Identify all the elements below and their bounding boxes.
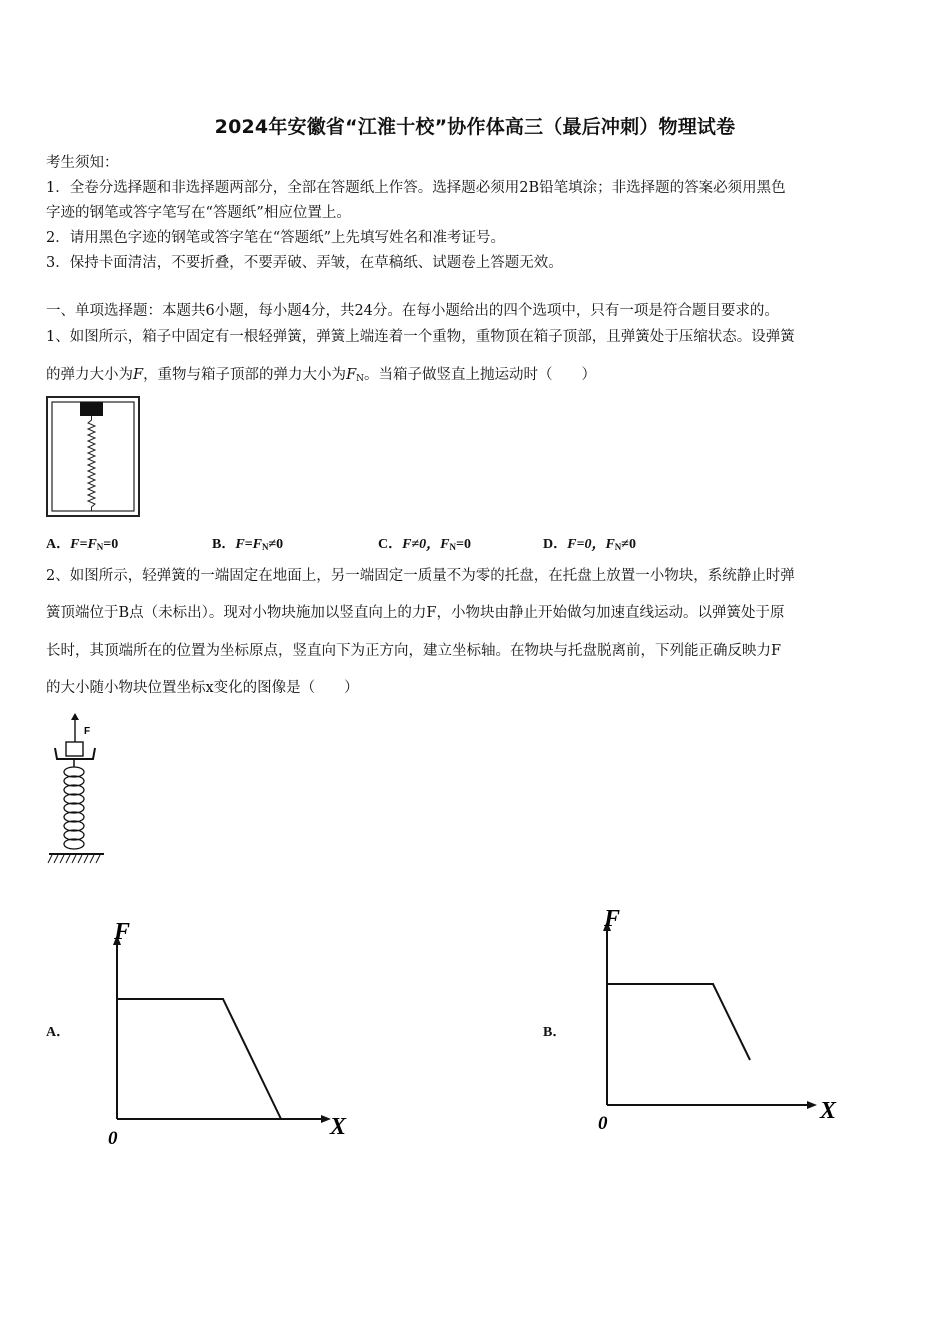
option-expr: F=F — [70, 537, 97, 552]
q1-option-a[interactable] — [46, 533, 118, 553]
graph-line — [117, 999, 281, 1119]
q2-option-b-label[interactable]: B． — [543, 1025, 567, 1040]
origin-label: 0 — [108, 1128, 118, 1149]
subscript-N: N — [96, 542, 104, 552]
var-F: F — [133, 367, 144, 383]
option-rest: =0 — [455, 537, 471, 552]
option-label: C． — [378, 537, 403, 552]
q2-spring-tray-figure — [46, 712, 108, 868]
q1-box-spring-figure — [46, 396, 141, 518]
var-FN: F — [346, 367, 357, 383]
q1-text-line1: 1、如图所示，箱子中固定有一根轻弹簧，弹簧上端连着一个重物，重物顶在箱子顶部，且弹簧处于压缩状态。设弹簧 — [46, 329, 795, 345]
force-label: F — [84, 726, 91, 737]
q1-text-part: 的弹力大小为 — [46, 367, 133, 383]
option-rest: ≠0 — [268, 537, 284, 552]
coil-spring — [64, 767, 84, 849]
q2-option-a-label[interactable]: A． — [46, 1025, 71, 1040]
q1-text-part: 。当箱子做竖直上抛运动时（ ） — [364, 367, 596, 383]
option-expr: F≠0，F — [402, 537, 450, 552]
notice-item-1-cont: 字迹的钢笔或答字笔写在“答题纸”相应位置上。 — [46, 205, 351, 221]
x-axis-label: X — [330, 1114, 347, 1140]
weight-block — [80, 402, 103, 416]
notice-item-3: 3．保持卡面清洁，不要折叠，不要弄破、弄皱，在草稿纸、试题卷上答题无效。 — [46, 255, 563, 271]
subscript-N: N — [614, 542, 622, 552]
q1-option-b[interactable] — [212, 533, 283, 553]
q2-graph-b — [590, 900, 850, 1140]
option-rest: =0 — [103, 537, 119, 552]
graph-line — [607, 984, 750, 1060]
option-expr: F=F — [235, 537, 262, 552]
ground-hatching — [48, 855, 100, 863]
y-axis-label: F — [604, 906, 621, 932]
option-label: D． — [543, 537, 568, 552]
y-axis-label: F — [114, 919, 131, 945]
option-label: A． — [46, 537, 71, 552]
q2-text-line1: 2、如图所示，轻弹簧的一端固定在地面上，另一端固定一质量不为零的托盘，在托盘上放置一小物块，系统静止时弹 — [46, 568, 795, 584]
section-heading: 一、单项选择题：本题共6小题，每小题4分，共24分。在每小题给出的四个选项中，只有一项是符合题目要求的。 — [46, 303, 779, 319]
origin-label: 0 — [598, 1113, 608, 1134]
q1-text-part: ，重物与箱子顶部的弹力大小为 — [143, 367, 347, 383]
small-block — [66, 742, 83, 756]
q1-text-line2 — [46, 365, 908, 389]
q1-option-c[interactable] — [378, 533, 471, 553]
notice-item-2: 2．请用黑色字迹的钢笔或答字笔在“答题纸”上先填写姓名和准考证号。 — [46, 230, 506, 246]
spring-zigzag — [88, 416, 95, 511]
x-axis-arrow — [807, 1101, 817, 1109]
q2-text-line4: 的大小随小物块位置坐标x变化的图像是（ ） — [46, 680, 359, 696]
option-label: B． — [212, 537, 236, 552]
x-axis-label: X — [820, 1098, 837, 1124]
q2-graph-a — [100, 915, 360, 1155]
option-rest: ≠0 — [621, 537, 636, 552]
notice-item-1: 1．全卷分选择题和非选择题两部分，全部在答题纸上作答。选择题必须用2B铅笔填涂；非选择题的答案必须用黑色 — [46, 180, 786, 196]
subscript-N: N — [449, 542, 456, 552]
subscript-N: N — [262, 542, 269, 552]
page-title: 2024年安徽省“江淮十校”协作体高三（最后冲刺）物理试卷 — [214, 116, 736, 138]
force-arrow-head — [71, 713, 79, 720]
subscript-N: N — [356, 374, 364, 384]
q2-text-line2: 簧顶端位于B点（未标出）。现对小物块施加以竖直向上的力F，小物块由静止开始做匀加速直线运动。以弹簧处于原 — [46, 605, 785, 621]
option-expr: F=0，F — [567, 537, 615, 552]
q1-option-d[interactable] — [543, 533, 636, 553]
notice-heading: 考生须知： — [46, 155, 119, 171]
q2-text-line3: 长时，其顶端所在的位置为坐标原点，竖直向下为正方向，建立坐标轴。在物块与托盘脱离前，下列能正确反映力F — [46, 643, 782, 659]
